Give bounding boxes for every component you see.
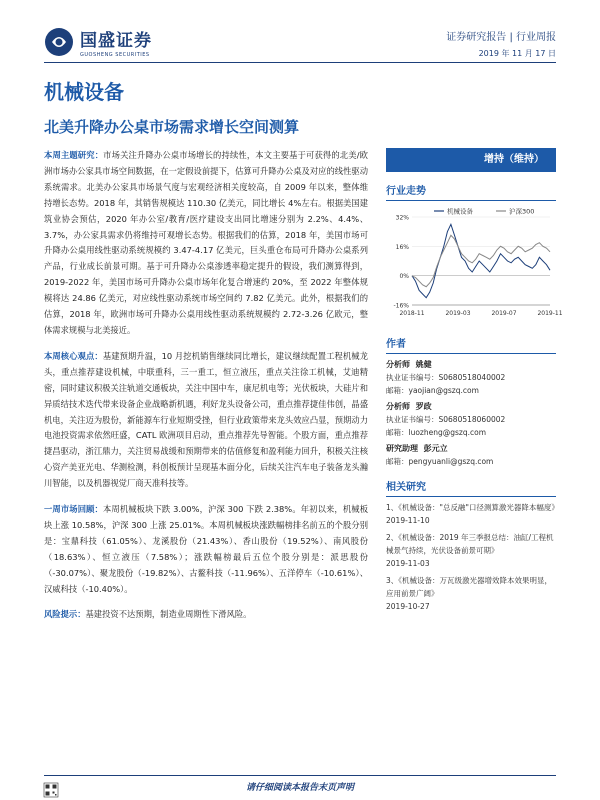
authors-list: [386, 358, 556, 468]
sector-title: 机械设备: [44, 80, 124, 104]
author-email[interactable]: 邮箱：yaojian@gszq.com: [386, 386, 479, 395]
paragraph-lead: 本周主题研究：: [44, 150, 104, 160]
related-section-label: 相关研究: [386, 478, 556, 497]
header-divider: [44, 62, 556, 63]
sidebar: [386, 148, 563, 617]
rating-badge: 增持（维持）: [386, 148, 556, 172]
footer-disclaimer: 请仔细阅读本报告末页声明: [245, 783, 354, 793]
related-item[interactable]: [386, 574, 556, 613]
legend-label: 机械设备: [447, 207, 473, 216]
author-heading: [386, 358, 556, 371]
author-role: 分析师: [386, 360, 410, 369]
legend-label: 沪深300: [509, 207, 535, 216]
report-type: 证券研究报告 | 行业周报: [446, 32, 556, 43]
paragraph-core-views: [44, 349, 368, 492]
paragraph-text: 基建投资不达预期，制造业周期性下滑风险。: [85, 609, 252, 620]
author-entry: [386, 358, 556, 397]
related-date: 2019-11-03: [386, 559, 430, 568]
y-tick-label: -16%: [393, 302, 409, 310]
paragraph-text: 市场关注升降办公桌市场增长的持续性，本文主要基于可获得的北美/欧洲市场办公家具市场空间数据，在一定假设前提下，估算可升降办公桌及对应的线性驱动系统需求。北美办公家具市场景气度与宏观经济相关度较高，自 2009 年以来，整体维持增长态势。2018 年，其销售规模达 110.30 亿美元，同比增长 4%左右。根据美国建筑业协会预估，2020 年办公室/教育/医疗建设支出同比增速分别为 2.2%、4.4%、3.7%，办公家具需求仍将维持可观增长态势。根据我们的估算，2018 年，美国市场可升降办公桌用线性驱动系统规模约 3.47-4.17 亿美元，巨头重仓布局可升降办公桌系列产品，行业成长前景可期。基于可升降办公桌渗透率稳定提升的假设，我们测算得到，2019-2022 年，美国市场可升降办公桌市场年化复合增速约 20%，至 2022 年整体规模将达 24.86 亿美元，对应线性驱动系统市场空间约 7.82 亿美元。此外，根据我们的估算，2018 年，欧洲市场可升降办公桌用线性驱动系统规模约 2.72-3.26 亿欧元，整体需求规模与北美接近。: [44, 150, 368, 335]
author-email[interactable]: 邮箱：luozheng@gszq.com: [386, 428, 487, 437]
paragraph-lead: 本周核心观点：: [44, 350, 103, 361]
paragraph-market-review: [44, 502, 368, 597]
author-role: 研究助理: [386, 444, 418, 453]
related-date: 2019-11-10: [386, 516, 430, 525]
author-email[interactable]: 邮箱：pengyuanli@gszq.com: [386, 457, 494, 466]
author-cert: 执业证书编号：S0680518060002: [386, 415, 506, 424]
series-line-machinery: [412, 224, 550, 297]
author-role: 分析师: [386, 402, 410, 411]
paragraph-text: 基建预期升温，10 月挖机销售继续同比增长，建议继续配置工程机械龙头，重点推荐建设机械，中联重科，三一重工，恒立液压，重点关注徐工机械，艾迪精密，同时建议积极关注轨道交通板块，关注中国中车，康尼机电等；光伏板块，大硅片和异质结技术迭代带来设备企业战略新机遇，利好龙头设备公司，重点推荐捷佳伟创，晶盛机电，关注迈为股份，新能源车行业短期受挫，但行业政策带来龙头效应凸显，预期动力电池投资需求依然旺盛，CATL 欧洲项目启动，重点推荐先导智能。个股方面，重点推荐捷昌驱动，浙江鼎力，关注贸易战缓和预期带来的估值修复和盈利能力回升，积极关注核心资产美亚光电、华测检测，科创板预计呈现基本面分化，后续关注汽车电子装备龙头瀚川智能，以及机器视觉厂商天准科技等。: [44, 350, 368, 489]
author-entry: [386, 400, 556, 439]
logo-mark-icon: [44, 27, 74, 57]
author-heading: [386, 400, 556, 413]
related-title: 1、《机械设备："总反融"口径测算激光器降本幅度》: [386, 503, 559, 512]
y-tick-label: 16%: [395, 243, 409, 251]
related-list: [386, 501, 559, 613]
report-title: 北美升降办公桌市场需求增长空间测算: [44, 118, 300, 136]
footer-divider: [44, 775, 556, 776]
author-name: 彭元立: [423, 444, 448, 453]
logo-text: 国盛证券: [80, 31, 152, 51]
paragraph-text: 本周机械板块下跌 3.00%，沪深 300 下跌 2.38%。年初以来，机械板块上涨 10.58%，沪深 300 上涨 25.01%。本周机械板块涨跌幅榜排名前五的个股分别是：宝鼎科技（61.05%）、龙溪股份（21.43%）、香山股份（19.52%）、南风股份（18.63%）、恒立液压（7.58%）；涨跌幅榜最后五位个股分别是：派思股份（-30.07%）、聚龙股份（-19.82%）、古鳌科技（-11.96%）、五洋停车（-10.61%）、汉威科技（-10.40%）。: [44, 504, 368, 594]
author-entry: [386, 442, 556, 468]
related-item[interactable]: [386, 501, 559, 527]
paragraph-lead: 一周市场回顾：: [44, 504, 103, 515]
related-item[interactable]: [386, 531, 556, 570]
series-line-hs300: [412, 235, 550, 286]
author-name: 罗政: [415, 402, 432, 411]
body-text: [44, 148, 368, 633]
x-tick-label: 2019-11: [537, 310, 563, 317]
paragraph-theme: [44, 148, 368, 339]
related-date: 2019-10-27: [386, 602, 430, 611]
author-cert: 执业证书编号：S0680518040002: [386, 373, 506, 382]
report-date: 2019 年 11 月 17 日: [478, 49, 556, 58]
y-tick-label: 0%: [399, 273, 409, 281]
x-tick-label: 2019-03: [445, 310, 471, 317]
paragraph-risk: [44, 607, 368, 623]
trend-chart: [386, 205, 563, 321]
authors-section-label: 作者: [386, 335, 556, 354]
author-heading: [386, 442, 556, 455]
y-tick-label: 32%: [395, 214, 409, 222]
x-tick-label: 2019-07: [491, 310, 517, 317]
author-name: 姚健: [415, 360, 432, 369]
x-tick-label: 2018-11: [399, 310, 425, 317]
logo: [44, 26, 152, 58]
trend-section-label: 行业走势: [386, 182, 556, 201]
related-title: 2、《机械设备：2019 年三季报总结：油缸/工程机械景气持续，光伏设备前景可期》: [386, 533, 554, 555]
logo-subtext: GUOSHENG SECURITIES: [80, 52, 150, 58]
paragraph-lead: 风险提示：: [44, 609, 86, 620]
related-title: 3、《机械设备：万瓦级激光器增效降本效果明显，应用前景广阔》: [386, 576, 553, 598]
